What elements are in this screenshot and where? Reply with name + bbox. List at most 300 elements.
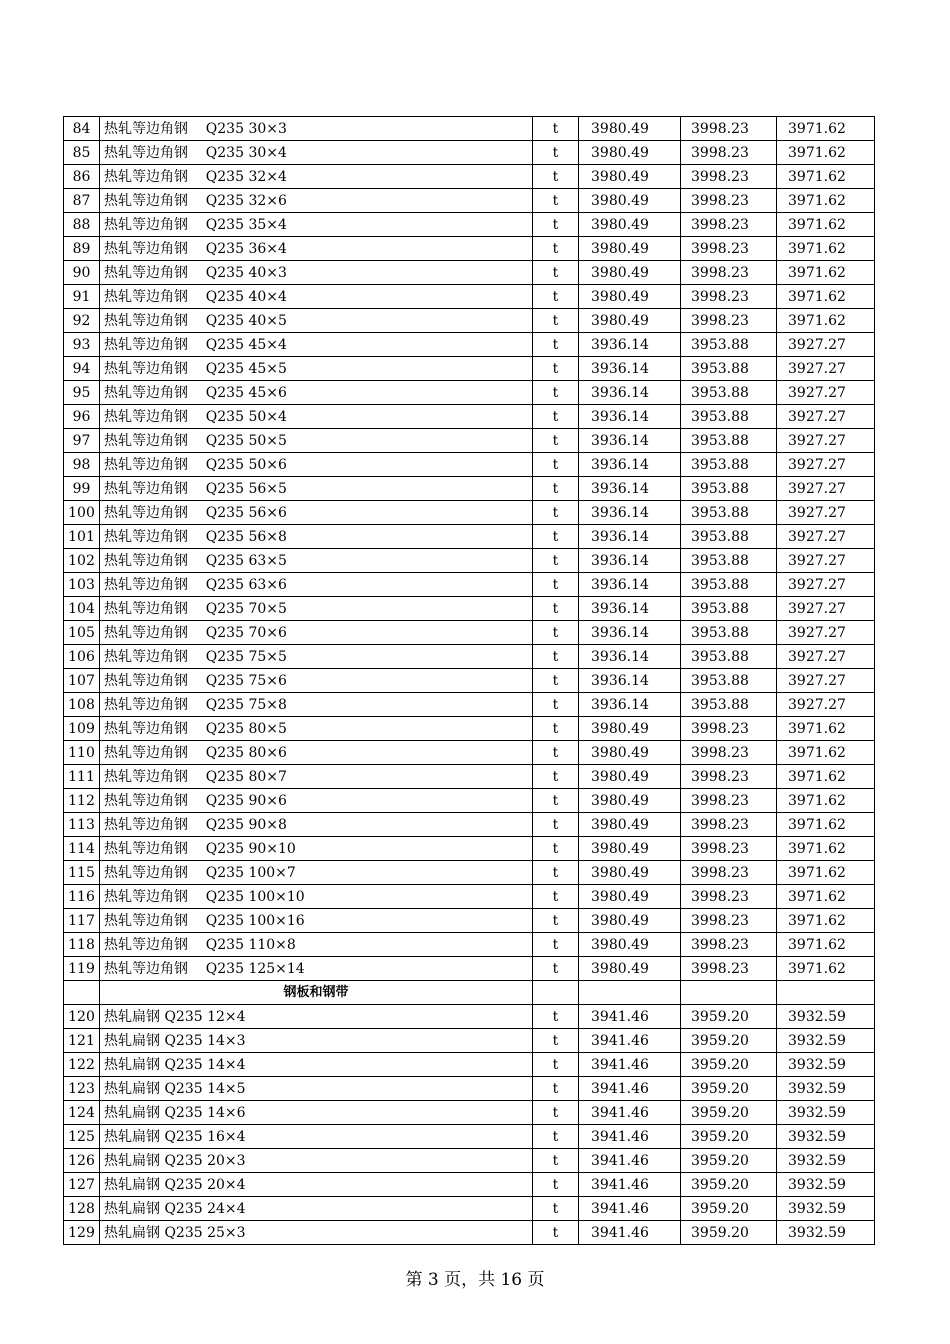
row-number-cell: 116 — [64, 885, 100, 909]
table-row — [64, 1125, 875, 1149]
row-number-cell: 113 — [64, 813, 100, 837]
row-number-cell: 121 — [64, 1029, 100, 1053]
price-cell-2: 3998.23 — [681, 765, 777, 789]
item-name-cell: 热轧等边角钢 Q235 80×6 — [100, 741, 533, 765]
price-cell-3: 3932.59 — [777, 1101, 875, 1125]
price-cell-1: 3941.46 — [579, 1029, 681, 1053]
price-cell-3: 3927.27 — [777, 405, 875, 429]
row-number-cell: 112 — [64, 789, 100, 813]
price-cell-2: 3998.23 — [681, 861, 777, 885]
row-number-cell: 117 — [64, 909, 100, 933]
row-number-cell: 118 — [64, 933, 100, 957]
price-cell-1: 3980.49 — [579, 261, 681, 285]
table-row — [64, 1029, 875, 1053]
price-cell-3: 3927.27 — [777, 357, 875, 381]
price-cell-2: 3953.88 — [681, 645, 777, 669]
item-name-cell: 热轧等边角钢 Q235 32×6 — [100, 189, 533, 213]
item-name-cell: 热轧等边角钢 Q235 30×4 — [100, 141, 533, 165]
price-cell-3: 3927.27 — [777, 549, 875, 573]
table-row — [64, 573, 875, 597]
unit-cell: t — [533, 669, 579, 693]
item-name-cell: 热轧等边角钢 Q235 63×5 — [100, 549, 533, 573]
table-row — [64, 933, 875, 957]
price-cell-2: 3998.23 — [681, 741, 777, 765]
table-row — [64, 333, 875, 357]
item-name-cell: 热轧等边角钢 Q235 75×8 — [100, 693, 533, 717]
row-number-cell: 103 — [64, 573, 100, 597]
price-cell-2: 3998.23 — [681, 813, 777, 837]
unit-cell — [533, 981, 579, 1005]
unit-cell: t — [533, 549, 579, 573]
table-row — [64, 309, 875, 333]
price-table — [63, 116, 875, 1245]
unit-cell: t — [533, 1101, 579, 1125]
price-cell-3 — [777, 981, 875, 1005]
unit-cell: t — [533, 525, 579, 549]
unit-cell: t — [533, 573, 579, 597]
row-number-cell: 123 — [64, 1077, 100, 1101]
price-cell-3: 3971.62 — [777, 165, 875, 189]
row-number-cell: 87 — [64, 189, 100, 213]
price-cell-1: 3936.14 — [579, 573, 681, 597]
price-cell-1: 3980.49 — [579, 117, 681, 141]
unit-cell: t — [533, 405, 579, 429]
unit-cell: t — [533, 885, 579, 909]
price-cell-3: 3927.27 — [777, 429, 875, 453]
table-row — [64, 261, 875, 285]
price-cell-2: 3959.20 — [681, 1173, 777, 1197]
unit-cell: t — [533, 765, 579, 789]
price-cell-2: 3998.23 — [681, 957, 777, 981]
row-number-cell: 89 — [64, 237, 100, 261]
price-cell-3: 3971.62 — [777, 261, 875, 285]
unit-cell: t — [533, 1221, 579, 1245]
price-cell-2: 3953.88 — [681, 429, 777, 453]
price-cell-2: 3953.88 — [681, 693, 777, 717]
item-name-cell: 热轧等边角钢 Q235 35×4 — [100, 213, 533, 237]
table-row — [64, 501, 875, 525]
unit-cell: t — [533, 837, 579, 861]
price-cell-2: 3959.20 — [681, 1053, 777, 1077]
table-row — [64, 621, 875, 645]
item-name-cell: 热轧扁钢 Q235 25×3 — [100, 1221, 533, 1245]
unit-cell: t — [533, 861, 579, 885]
price-cell-2: 3998.23 — [681, 141, 777, 165]
section-header-row — [64, 981, 875, 1005]
row-number-cell: 96 — [64, 405, 100, 429]
unit-cell: t — [533, 645, 579, 669]
table-row — [64, 141, 875, 165]
price-cell-2: 3998.23 — [681, 909, 777, 933]
price-cell-1: 3941.46 — [579, 1005, 681, 1029]
unit-cell: t — [533, 1005, 579, 1029]
item-name-cell: 热轧等边角钢 Q235 56×8 — [100, 525, 533, 549]
price-cell-2: 3959.20 — [681, 1101, 777, 1125]
price-cell-2: 3953.88 — [681, 525, 777, 549]
unit-cell: t — [533, 261, 579, 285]
price-cell-2: 3998.23 — [681, 717, 777, 741]
item-name-cell: 热轧等边角钢 Q235 56×5 — [100, 477, 533, 501]
price-cell-2: 3998.23 — [681, 837, 777, 861]
unit-cell: t — [533, 717, 579, 741]
price-cell-2: 3998.23 — [681, 189, 777, 213]
price-cell-3: 3971.62 — [777, 189, 875, 213]
unit-cell: t — [533, 429, 579, 453]
row-number-cell: 128 — [64, 1197, 100, 1221]
row-number-cell: 110 — [64, 741, 100, 765]
table-row — [64, 477, 875, 501]
table-row — [64, 1197, 875, 1221]
table-row — [64, 1173, 875, 1197]
item-name-cell: 热轧等边角钢 Q235 80×5 — [100, 717, 533, 741]
unit-cell: t — [533, 909, 579, 933]
row-number-cell: 126 — [64, 1149, 100, 1173]
row-number-cell: 101 — [64, 525, 100, 549]
table-row — [64, 813, 875, 837]
table-row — [64, 549, 875, 573]
item-name-cell: 热轧等边角钢 Q235 75×6 — [100, 669, 533, 693]
price-cell-1: 3936.14 — [579, 405, 681, 429]
price-cell-2: 3953.88 — [681, 597, 777, 621]
price-cell-3: 3971.62 — [777, 117, 875, 141]
price-cell-1: 3936.14 — [579, 357, 681, 381]
unit-cell: t — [533, 141, 579, 165]
price-cell-1: 3980.49 — [579, 837, 681, 861]
unit-cell: t — [533, 237, 579, 261]
item-name-cell: 热轧等边角钢 Q235 40×3 — [100, 261, 533, 285]
price-cell-1: 3980.49 — [579, 309, 681, 333]
price-cell-3: 3927.27 — [777, 669, 875, 693]
item-name-cell: 热轧等边角钢 Q235 45×4 — [100, 333, 533, 357]
row-number-cell: 98 — [64, 453, 100, 477]
price-cell-2: 3953.88 — [681, 549, 777, 573]
unit-cell: t — [533, 189, 579, 213]
price-cell-2: 3953.88 — [681, 477, 777, 501]
item-name-cell: 热轧等边角钢 Q235 70×5 — [100, 597, 533, 621]
price-cell-3: 3932.59 — [777, 1197, 875, 1221]
price-cell-1: 3980.49 — [579, 813, 681, 837]
unit-cell: t — [533, 933, 579, 957]
row-number-cell — [64, 981, 100, 1005]
table-row — [64, 693, 875, 717]
item-name-cell: 热轧等边角钢 Q235 56×6 — [100, 501, 533, 525]
price-cell-3: 3971.62 — [777, 861, 875, 885]
row-number-cell: 102 — [64, 549, 100, 573]
row-number-cell: 88 — [64, 213, 100, 237]
price-cell-3: 3971.62 — [777, 213, 875, 237]
item-name-cell: 热轧扁钢 Q235 12×4 — [100, 1005, 533, 1029]
price-cell-3: 3971.62 — [777, 885, 875, 909]
unit-cell: t — [533, 477, 579, 501]
row-number-cell: 84 — [64, 117, 100, 141]
price-cell-2: 3959.20 — [681, 1125, 777, 1149]
price-cell-3: 3971.62 — [777, 957, 875, 981]
price-cell-3: 3927.27 — [777, 477, 875, 501]
item-name-cell: 热轧等边角钢 Q235 125×14 — [100, 957, 533, 981]
item-name-cell: 热轧等边角钢 Q235 110×8 — [100, 933, 533, 957]
row-number-cell: 108 — [64, 693, 100, 717]
table-row — [64, 789, 875, 813]
price-cell-2: 3959.20 — [681, 1149, 777, 1173]
price-cell-1: 3941.46 — [579, 1149, 681, 1173]
price-cell-3: 3927.27 — [777, 381, 875, 405]
unit-cell: t — [533, 957, 579, 981]
price-cell-1: 3936.14 — [579, 453, 681, 477]
item-name-cell: 热轧扁钢 Q235 24×4 — [100, 1197, 533, 1221]
price-cell-2: 3998.23 — [681, 261, 777, 285]
price-cell-2: 3959.20 — [681, 1077, 777, 1101]
price-cell-2: 3998.23 — [681, 165, 777, 189]
price-cell-1: 3936.14 — [579, 597, 681, 621]
row-number-cell: 114 — [64, 837, 100, 861]
price-cell-1: 3980.49 — [579, 741, 681, 765]
unit-cell: t — [533, 1029, 579, 1053]
item-name-cell: 热轧等边角钢 Q235 40×4 — [100, 285, 533, 309]
unit-cell: t — [533, 813, 579, 837]
price-cell-1: 3980.49 — [579, 933, 681, 957]
price-cell-2: 3959.20 — [681, 1029, 777, 1053]
item-name-cell: 热轧等边角钢 Q235 90×8 — [100, 813, 533, 837]
price-cell-2: 3998.23 — [681, 309, 777, 333]
table-row — [64, 597, 875, 621]
price-cell-2: 3953.88 — [681, 453, 777, 477]
price-cell-3: 3927.27 — [777, 597, 875, 621]
item-name-cell: 热轧等边角钢 Q235 32×4 — [100, 165, 533, 189]
unit-cell: t — [533, 1125, 579, 1149]
table-row — [64, 669, 875, 693]
item-name-cell: 热轧等边角钢 Q235 100×10 — [100, 885, 533, 909]
price-cell-1: 3980.49 — [579, 789, 681, 813]
unit-cell: t — [533, 741, 579, 765]
price-cell-2: 3998.23 — [681, 237, 777, 261]
price-cell-1: 3980.49 — [579, 957, 681, 981]
price-cell-3: 3927.27 — [777, 573, 875, 597]
table-row — [64, 165, 875, 189]
price-cell-2: 3953.88 — [681, 573, 777, 597]
section-title-cell: 钢板和钢带 — [100, 981, 533, 1005]
price-cell-3: 3932.59 — [777, 1149, 875, 1173]
price-cell-1: 3936.14 — [579, 669, 681, 693]
price-cell-3: 3932.59 — [777, 1077, 875, 1101]
price-cell-2: 3998.23 — [681, 213, 777, 237]
price-cell-2: 3953.88 — [681, 501, 777, 525]
item-name-cell: 热轧等边角钢 Q235 100×16 — [100, 909, 533, 933]
row-number-cell: 106 — [64, 645, 100, 669]
unit-cell: t — [533, 333, 579, 357]
price-cell-2 — [681, 981, 777, 1005]
row-number-cell: 105 — [64, 621, 100, 645]
unit-cell: t — [533, 693, 579, 717]
price-cell-3: 3971.62 — [777, 741, 875, 765]
price-cell-1: 3941.46 — [579, 1173, 681, 1197]
price-cell-3: 3971.62 — [777, 141, 875, 165]
row-number-cell: 115 — [64, 861, 100, 885]
row-number-cell: 97 — [64, 429, 100, 453]
table-row — [64, 381, 875, 405]
unit-cell: t — [533, 453, 579, 477]
row-number-cell: 109 — [64, 717, 100, 741]
price-cell-3: 3932.59 — [777, 1029, 875, 1053]
row-number-cell: 92 — [64, 309, 100, 333]
price-cell-1: 3941.46 — [579, 1053, 681, 1077]
item-name-cell: 热轧等边角钢 Q235 50×6 — [100, 453, 533, 477]
table-row — [64, 525, 875, 549]
item-name-cell: 热轧等边角钢 Q235 70×6 — [100, 621, 533, 645]
row-number-cell: 104 — [64, 597, 100, 621]
row-number-cell: 86 — [64, 165, 100, 189]
table-row — [64, 285, 875, 309]
item-name-cell: 热轧扁钢 Q235 14×3 — [100, 1029, 533, 1053]
price-cell-1: 3980.49 — [579, 141, 681, 165]
item-name-cell: 热轧扁钢 Q235 16×4 — [100, 1125, 533, 1149]
price-cell-2: 3953.88 — [681, 621, 777, 645]
price-cell-1: 3936.14 — [579, 333, 681, 357]
price-cell-2: 3998.23 — [681, 933, 777, 957]
table-row — [64, 189, 875, 213]
price-cell-2: 3953.88 — [681, 357, 777, 381]
item-name-cell: 热轧等边角钢 Q235 45×6 — [100, 381, 533, 405]
page-number-footer: 第 3 页，共 16 页 — [405, 1270, 545, 1290]
row-number-cell: 127 — [64, 1173, 100, 1197]
unit-cell: t — [533, 621, 579, 645]
table-row — [64, 837, 875, 861]
item-name-cell: 热轧扁钢 Q235 20×3 — [100, 1149, 533, 1173]
table-row — [64, 741, 875, 765]
table-row — [64, 717, 875, 741]
price-cell-1: 3980.49 — [579, 213, 681, 237]
row-number-cell: 124 — [64, 1101, 100, 1125]
table-row — [64, 453, 875, 477]
unit-cell: t — [533, 309, 579, 333]
price-cell-1: 3936.14 — [579, 525, 681, 549]
table-row — [64, 1077, 875, 1101]
price-cell-2: 3998.23 — [681, 117, 777, 141]
item-name-cell: 热轧等边角钢 Q235 40×5 — [100, 309, 533, 333]
item-name-cell: 热轧等边角钢 Q235 100×7 — [100, 861, 533, 885]
row-number-cell: 119 — [64, 957, 100, 981]
row-number-cell: 91 — [64, 285, 100, 309]
item-name-cell: 热轧等边角钢 Q235 90×10 — [100, 837, 533, 861]
unit-cell: t — [533, 1197, 579, 1221]
unit-cell: t — [533, 357, 579, 381]
row-number-cell: 111 — [64, 765, 100, 789]
price-cell-1: 3936.14 — [579, 693, 681, 717]
price-cell-2: 3953.88 — [681, 333, 777, 357]
item-name-cell: 热轧等边角钢 Q235 90×6 — [100, 789, 533, 813]
row-number-cell: 107 — [64, 669, 100, 693]
table-row — [64, 429, 875, 453]
unit-cell: t — [533, 285, 579, 309]
price-cell-3: 3927.27 — [777, 525, 875, 549]
price-cell-1: 3980.49 — [579, 885, 681, 909]
price-cell-2: 3998.23 — [681, 285, 777, 309]
row-number-cell: 90 — [64, 261, 100, 285]
price-cell-2: 3953.88 — [681, 405, 777, 429]
price-cell-1: 3936.14 — [579, 645, 681, 669]
table-row — [64, 237, 875, 261]
price-cell-3: 3971.62 — [777, 789, 875, 813]
row-number-cell: 85 — [64, 141, 100, 165]
price-cell-1 — [579, 981, 681, 1005]
table-row — [64, 357, 875, 381]
item-name-cell: 热轧等边角钢 Q235 36×4 — [100, 237, 533, 261]
price-cell-1: 3936.14 — [579, 549, 681, 573]
unit-cell: t — [533, 789, 579, 813]
table-row — [64, 1221, 875, 1245]
price-cell-1: 3980.49 — [579, 861, 681, 885]
price-table-body — [64, 117, 875, 1245]
price-cell-3: 3971.62 — [777, 813, 875, 837]
unit-cell: t — [533, 117, 579, 141]
item-name-cell: 热轧等边角钢 Q235 45×5 — [100, 357, 533, 381]
price-cell-1: 3936.14 — [579, 621, 681, 645]
row-number-cell: 100 — [64, 501, 100, 525]
price-cell-3: 3971.62 — [777, 717, 875, 741]
item-name-cell: 热轧扁钢 Q235 14×4 — [100, 1053, 533, 1077]
price-cell-1: 3980.49 — [579, 909, 681, 933]
price-cell-1: 3936.14 — [579, 429, 681, 453]
price-cell-2: 3953.88 — [681, 669, 777, 693]
table-row — [64, 1053, 875, 1077]
price-cell-3: 3932.59 — [777, 1005, 875, 1029]
price-cell-3: 3971.62 — [777, 285, 875, 309]
table-row — [64, 1101, 875, 1125]
item-name-cell: 热轧等边角钢 Q235 63×6 — [100, 573, 533, 597]
unit-cell: t — [533, 381, 579, 405]
table-row — [64, 957, 875, 981]
price-cell-1: 3980.49 — [579, 765, 681, 789]
unit-cell: t — [533, 1077, 579, 1101]
price-cell-1: 3941.46 — [579, 1197, 681, 1221]
price-cell-1: 3936.14 — [579, 477, 681, 501]
item-name-cell: 热轧等边角钢 Q235 30×3 — [100, 117, 533, 141]
price-cell-2: 3959.20 — [681, 1197, 777, 1221]
unit-cell: t — [533, 501, 579, 525]
price-cell-3: 3927.27 — [777, 453, 875, 477]
price-cell-3: 3932.59 — [777, 1053, 875, 1077]
table-row — [64, 405, 875, 429]
price-cell-3: 3927.27 — [777, 333, 875, 357]
price-cell-3: 3971.62 — [777, 837, 875, 861]
table-row — [64, 885, 875, 909]
price-cell-1: 3941.46 — [579, 1077, 681, 1101]
row-number-cell: 120 — [64, 1005, 100, 1029]
price-cell-2: 3959.20 — [681, 1005, 777, 1029]
price-cell-3: 3932.59 — [777, 1221, 875, 1245]
price-cell-3: 3927.27 — [777, 693, 875, 717]
row-number-cell: 95 — [64, 381, 100, 405]
unit-cell: t — [533, 165, 579, 189]
price-cell-3: 3971.62 — [777, 765, 875, 789]
price-cell-3: 3932.59 — [777, 1173, 875, 1197]
table-row — [64, 909, 875, 933]
item-name-cell: 热轧等边角钢 Q235 50×5 — [100, 429, 533, 453]
price-cell-3: 3932.59 — [777, 1125, 875, 1149]
unit-cell: t — [533, 1173, 579, 1197]
price-cell-3: 3927.27 — [777, 645, 875, 669]
row-number-cell: 122 — [64, 1053, 100, 1077]
item-name-cell: 热轧扁钢 Q235 14×6 — [100, 1101, 533, 1125]
table-row — [64, 765, 875, 789]
price-cell-1: 3980.49 — [579, 165, 681, 189]
price-cell-3: 3971.62 — [777, 909, 875, 933]
table-row — [64, 861, 875, 885]
table-row — [64, 1005, 875, 1029]
item-name-cell: 热轧等边角钢 Q235 50×4 — [100, 405, 533, 429]
price-cell-3: 3971.62 — [777, 237, 875, 261]
price-cell-1: 3941.46 — [579, 1101, 681, 1125]
price-cell-1: 3980.49 — [579, 717, 681, 741]
